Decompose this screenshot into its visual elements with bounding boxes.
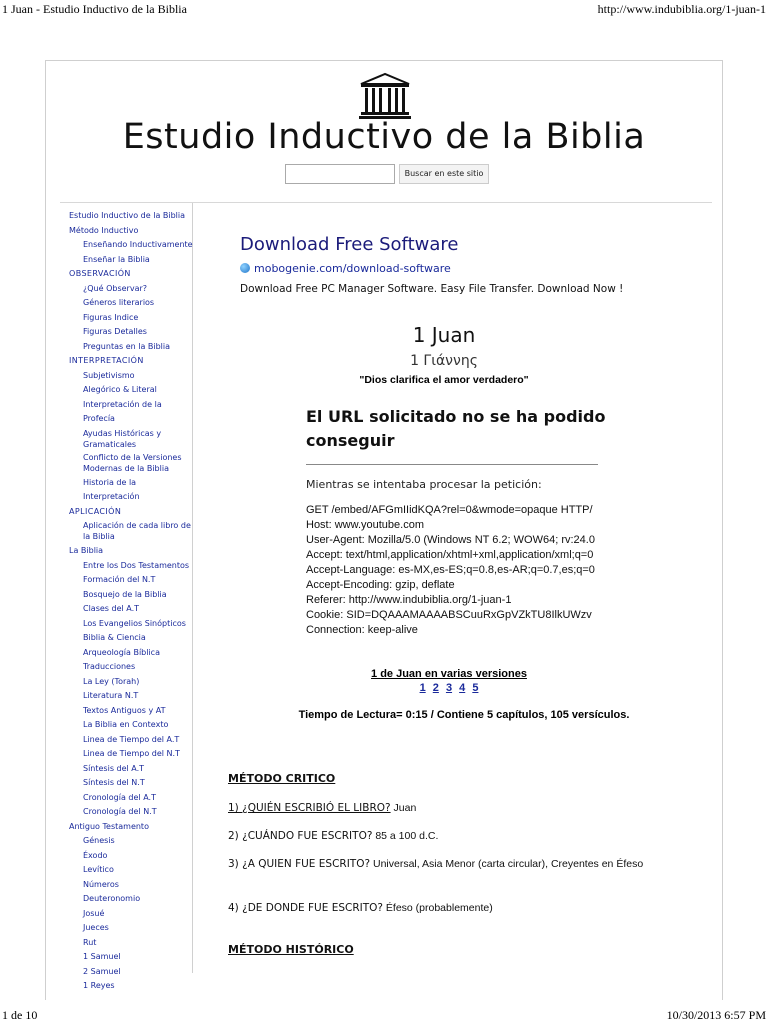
sidebar-item[interactable]: Jueces [83, 923, 109, 932]
sidebar-item[interactable]: Traducciones [83, 662, 136, 671]
sidebar-item[interactable]: 1 Reyes [83, 981, 115, 990]
sidebar-item[interactable]: 2 Samuel [83, 966, 121, 976]
sidebar-item[interactable]: Géneros literarios [83, 298, 155, 307]
sidebar-item[interactable]: Linea de Tiempo del N.T [83, 749, 180, 758]
sidebar-item[interactable]: Textos Antiguos y AT [83, 705, 166, 715]
sidebar-item[interactable]: APLICACIÓN [69, 506, 122, 516]
question-item [228, 857, 668, 871]
question-text: 1) ¿QUIÉN ESCRIBIÓ EL LIBRO? [228, 802, 391, 814]
sidebar-item[interactable]: Historia de la Interpretación [83, 477, 140, 501]
sidebar-item[interactable]: Subjetivismo [83, 370, 135, 380]
sidebar-item[interactable]: Rut [83, 937, 97, 947]
sidebar-item[interactable]: Entre los Dos Testamentos [83, 560, 190, 570]
sidebar-item[interactable]: ¿Qué Observar? [83, 283, 148, 293]
sidebar-item[interactable]: Enseñando Inductivamente [83, 240, 193, 249]
versions-links [194, 682, 704, 694]
page-counter: 1 de 10 [2, 1008, 38, 1022]
sidebar-item[interactable]: Arqueología Bíblica [83, 647, 160, 657]
print-header-url: http://www.indubiblia.org/1-juan-1 [597, 2, 766, 16]
question-text: 2) ¿CUÁNDO FUE ESCRITO? [228, 830, 373, 842]
temple-columns-icon [357, 72, 413, 120]
critical-method-heading: MÉTODO CRITICO [228, 772, 336, 785]
sidebar-item[interactable]: Cronología del A.T [83, 792, 156, 802]
error-line: GET /embed/AFGmIIidKQA?rel=0&wmode=opaque HTTP/ [306, 504, 593, 516]
sidebar-item[interactable]: OBSERVACIÓN [69, 269, 131, 278]
ad-url-text: mobogenie.com/download-software [254, 262, 451, 275]
sidebar-item[interactable]: Aplicación de cada libro de la Biblia [83, 521, 191, 541]
search-button[interactable]: Buscar en este sitio [399, 164, 489, 184]
ad-url-link[interactable] [240, 262, 451, 275]
error-line: Host: www.youtube.com [306, 519, 424, 531]
sidebar-item[interactable]: Estudio Inductivo de la Biblia [69, 211, 186, 220]
error-line: Accept-Encoding: gzip, deflate [306, 579, 455, 591]
question-text: 3) ¿A QUIEN FUE ESCRITO? [228, 858, 371, 870]
error-line: Accept-Language: es-MX,es-ES;q=0.8,es-AR;q=0.7,es;q=0 [306, 564, 595, 576]
print-footer [0, 1006, 768, 1024]
sidebar-item[interactable]: Bosquejo de la Biblia [83, 589, 167, 599]
question-item [228, 801, 668, 815]
print-timestamp: 10/30/2013 6:57 PM [666, 1008, 766, 1022]
reading-time: Tiempo de Lectura= 0:15 / Contiene 5 capítulos, 105 versículos. [298, 709, 630, 721]
sidebar-item[interactable]: 1 Samuel [83, 952, 121, 961]
sidebar-item[interactable]: Figuras Indice [83, 312, 139, 322]
sidebar-item[interactable]: La Biblia [69, 546, 104, 555]
version-link[interactable]: 4 [459, 682, 466, 694]
sidebar-item[interactable]: Literatura N.T [83, 691, 139, 700]
sidebar-item[interactable]: Clases del A.T [83, 604, 140, 613]
error-line: Referer: http://www.indubiblia.org/1-juan-1 [306, 594, 512, 606]
sidebar-item[interactable]: Síntesis del N.T [83, 778, 145, 787]
print-header [0, 0, 768, 18]
sidebar-item[interactable]: La Biblia en Contexto [83, 720, 169, 729]
error-request-details [306, 503, 604, 638]
error-line: User-Agent: Mozilla/5.0 (Windows NT 6.2; WOW64; rv:24.0 [306, 534, 595, 546]
error-line: Accept: text/html,application/xhtml+xml,application/xml;q=0 [306, 549, 594, 561]
sidebar-item[interactable]: Números [83, 879, 119, 889]
version-link[interactable]: 5 [472, 682, 479, 694]
answer-text: 85 a 100 d.C. [372, 830, 439, 842]
print-header-title: 1 Juan - Estudio Inductivo de la Biblia [2, 2, 187, 16]
sidebar-item[interactable]: Linea de Tiempo del A.T [83, 734, 180, 744]
version-link[interactable]: 3 [445, 682, 453, 694]
answer-text: Universal, Asia Menor (carta circular), Creyentes en Éfeso [370, 858, 644, 870]
answer-text: Juan [390, 802, 417, 814]
question-item [228, 901, 668, 915]
error-intro: Mientras se intentaba procesar la petición: [306, 478, 542, 491]
version-link[interactable]: 2 [432, 682, 439, 694]
sidebar-item[interactable]: Alegórico & Literal [83, 385, 157, 394]
sidebar-item[interactable]: INTERPRETACIÓN [69, 356, 144, 365]
error-line: Cookie: SID=DQAAAMAAAABSCuuRxGpVZkTU8IlkUWzv [306, 609, 592, 621]
sidebar-item[interactable]: Levítico [83, 865, 114, 874]
sidebar-item[interactable]: Josué [83, 908, 105, 918]
historical-method-heading: MÉTODO HISTÓRICO [228, 943, 354, 956]
versions-title: 1 de Juan en varias versiones [371, 668, 527, 680]
sidebar-item[interactable]: Antiguo Testamento [69, 821, 149, 831]
sidebar-item[interactable]: La Ley (Torah) [83, 676, 140, 686]
page-title: 1 Juan [412, 323, 476, 347]
sidebar-item[interactable]: Éxodo [83, 850, 108, 860]
sidebar-item[interactable]: Génesis [83, 836, 115, 845]
sidebar-item[interactable]: Figuras Detalles [83, 327, 147, 336]
sidebar-item[interactable]: Enseñar la Biblia [83, 254, 150, 264]
sidebar-item[interactable]: Formación del N.T [83, 575, 156, 584]
sidebar-item[interactable]: Interpretación de la Profecía [83, 399, 162, 423]
globe-icon [240, 263, 250, 273]
answer-text: Éfeso (probablemente) [382, 902, 493, 914]
sidebar-item[interactable]: Ayudas Históricas y Gramaticales [83, 428, 162, 449]
sidebar-nav [69, 209, 194, 994]
book-motto: "Dios clarifica el amor verdadero" [359, 374, 529, 386]
sidebar-item[interactable]: Método Inductivo [69, 225, 139, 235]
sidebar-item[interactable]: Síntesis del A.T [83, 763, 145, 773]
sidebar-item[interactable]: Cronología del N.T [83, 807, 157, 816]
sidebar-item[interactable]: Deuteronomio [83, 894, 141, 903]
sidebar-item[interactable]: Los Evangelios Sinópticos [83, 618, 186, 628]
question-item [228, 829, 668, 843]
search-input[interactable] [285, 164, 395, 184]
error-divider [306, 464, 598, 465]
header-divider [60, 202, 712, 203]
sidebar-item[interactable]: Preguntas en la Biblia [83, 341, 171, 351]
error-heading: El URL solicitado no se ha podido conseguir [306, 407, 606, 450]
error-line: Connection: keep-alive [306, 624, 418, 636]
version-link[interactable]: 1 [419, 682, 426, 694]
site-title: Estudio Inductivo de la Biblia [122, 117, 646, 157]
ad-title-link[interactable]: Download Free Software [240, 234, 459, 255]
sidebar-item[interactable]: Biblia & Ciencia [83, 633, 146, 642]
greek-title: 1 Γιάννης [410, 353, 478, 369]
question-text: 4) ¿DE DONDE FUE ESCRITO? [228, 902, 383, 914]
sidebar-item[interactable]: Conflicto de la Versiones Modernas de la Biblia [83, 452, 182, 473]
ad-description: Download Free PC Manager Software. Easy File Transfer. Download Now ! [240, 283, 624, 295]
